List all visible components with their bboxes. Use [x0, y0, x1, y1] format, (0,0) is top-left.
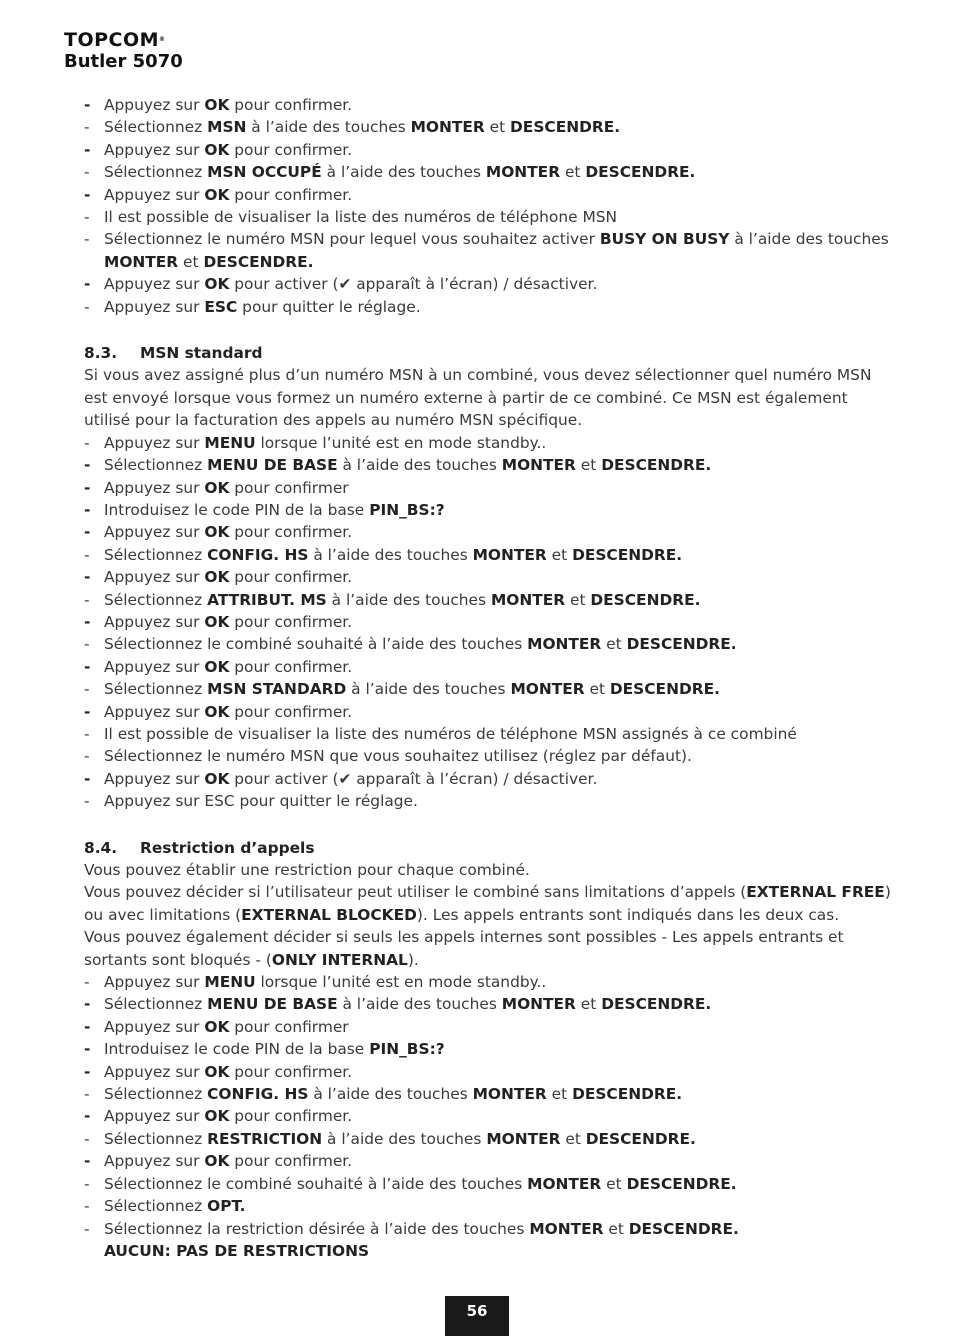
section-title: [84, 837, 894, 859]
text-run: Appuyez sur: [104, 297, 205, 316]
list-item-text: [104, 725, 797, 743]
text-run: Appuyez sur: [104, 523, 205, 542]
list-item-text: [104, 658, 352, 676]
paragraph: [84, 859, 894, 881]
bold-term: OK: [204, 185, 230, 204]
section-title: [84, 342, 894, 364]
list-bullet: -: [84, 163, 90, 182]
list-item-text: [104, 186, 352, 204]
list-bullet: -: [84, 612, 91, 631]
list-item: [84, 678, 894, 700]
text-run: Sélectionnez la restriction désirée à l’aide des touches: [104, 1219, 530, 1238]
bold-term: DESCENDRE.: [626, 635, 737, 654]
text-run: Appuyez sur: [104, 973, 205, 992]
bold-term: MENU DE BASE: [207, 456, 338, 475]
bold-term: DESCENDRE.: [601, 995, 712, 1014]
bold-term: MENU: [204, 433, 256, 452]
list-item-text: [104, 501, 445, 519]
list-item-text: [104, 434, 546, 452]
bold-term: PIN_BS:?: [369, 500, 445, 519]
text-run: Sélectionnez le combiné souhaité à l’aide des touches: [104, 1174, 528, 1193]
bold-term: OK: [204, 1017, 230, 1036]
list-item-text: [104, 546, 682, 564]
text-run: et: [584, 680, 610, 699]
text-run: ) ou avec limitations (: [84, 883, 891, 924]
list-bullet: -: [84, 702, 91, 721]
section-number: 8.3.: [84, 344, 118, 363]
list-item-text: [104, 703, 352, 721]
instruction-list-restriction: [84, 971, 894, 1262]
text-run: ).: [407, 950, 419, 969]
list-bullet: -: [84, 140, 91, 159]
list-item: [84, 432, 894, 454]
list-bullet: -: [84, 1219, 90, 1238]
list-bullet: -: [84, 1017, 91, 1036]
list-item-text: [104, 635, 737, 653]
bold-term: DESCENDRE.: [572, 1085, 683, 1104]
text-run: Sélectionnez le numéro MSN pour lequel vous souhaitez activer: [104, 230, 600, 249]
text-run: Appuyez sur: [104, 657, 205, 676]
text-run: pour confirmer.: [229, 185, 353, 204]
list-item-text: [104, 230, 889, 270]
text-run: et: [546, 545, 573, 564]
list-bullet: -: [84, 1174, 90, 1193]
text-run: et: [178, 252, 204, 271]
text-run: à l’aide des touches: [246, 118, 411, 137]
text-run: Sélectionnez: [104, 995, 208, 1014]
section-heading: Restriction d’appels: [140, 838, 315, 857]
list-item: [84, 1083, 894, 1105]
list-item-text: [104, 747, 692, 765]
bold-term: OK: [204, 657, 230, 676]
list-item-text: [104, 973, 546, 991]
text-run: à l’aide des touches: [346, 680, 511, 699]
bold-term: MONTER: [486, 1129, 561, 1148]
list-item-text: [104, 118, 620, 136]
list-item: [84, 116, 894, 138]
text-run: Vous pouvez établir une restriction pour chaque combiné.: [84, 861, 530, 879]
bold-term: BUSY ON BUSY: [599, 230, 730, 249]
text-run: à l’aide des touches: [308, 545, 473, 564]
bold-term: MONTER: [472, 1085, 547, 1104]
text-run: Appuyez sur ESC pour quitter le réglage.: [104, 792, 418, 811]
list-bullet: -: [84, 433, 90, 452]
list-bullet: -: [84, 1197, 90, 1216]
list-item: [84, 656, 894, 678]
list-bullet: -: [84, 747, 90, 766]
text-run: Appuyez sur: [104, 433, 205, 452]
list-item-text: [104, 1018, 349, 1036]
text-run: à l’aide des touches: [321, 163, 486, 182]
list-bullet: -: [84, 995, 91, 1014]
list-bullet: -: [84, 500, 91, 519]
text-run: Appuyez sur: [104, 1062, 205, 1081]
bold-term: DESCENDRE.: [585, 163, 696, 182]
list-item: [84, 723, 894, 745]
bold-term: OK: [204, 769, 230, 788]
list-item-text: [104, 770, 597, 788]
list-item: [84, 184, 894, 206]
text-run: Sélectionnez: [104, 545, 208, 564]
text-run: Sélectionnez le combiné souhaité à l’aide des touches: [104, 635, 528, 654]
bold-term: DESCENDRE.: [601, 456, 712, 475]
bold-term: MONTER: [410, 118, 485, 137]
list-item-text: [104, 613, 352, 631]
list-item-text: [104, 523, 352, 541]
bold-term: EXTERNAL BLOCKED: [241, 905, 417, 924]
text-run: Vous pouvez également décider si seuls les appels internes sont possibles - Les appels entrants et sortants sont bloqués - (: [84, 928, 844, 969]
bold-term: PIN_BS:?: [369, 1040, 445, 1059]
list-item-text: [104, 208, 617, 226]
paragraph: [84, 881, 894, 926]
text-run: et: [565, 590, 591, 609]
bold-term: MENU: [204, 973, 256, 992]
bold-term: RESTRICTION: [207, 1129, 323, 1148]
text-run: pour confirmer.: [229, 96, 353, 114]
bold-term: OK: [204, 1062, 230, 1081]
bold-term: OK: [204, 612, 230, 631]
text-run: Appuyez sur: [104, 1152, 205, 1171]
bold-term: MONTER: [501, 456, 576, 475]
text-run: Sélectionnez: [104, 118, 208, 137]
list-bullet: -: [84, 724, 90, 743]
list-item: [84, 521, 894, 543]
text-run: et: [575, 995, 602, 1014]
bold-term: MONTER: [529, 1219, 604, 1238]
bold-term: MONTER: [490, 590, 566, 609]
text-run: Appuyez sur: [104, 769, 205, 788]
list-item: [84, 477, 894, 499]
text-run: Appuyez sur: [104, 568, 205, 587]
text-run: Sélectionnez: [104, 456, 208, 475]
bold-term: MONTER: [527, 1174, 602, 1193]
list-bullet: -: [84, 1085, 90, 1104]
list-item: [84, 566, 894, 588]
text-run: à l’aide des touches: [337, 995, 502, 1014]
list-bullet: -: [84, 568, 91, 587]
list-item-text: [104, 96, 352, 114]
text-run: pour confirmer.: [229, 523, 353, 542]
list-bullet: -: [84, 1062, 91, 1081]
bold-term: DESCENDRE.: [203, 252, 314, 271]
text-run: et: [601, 1174, 627, 1193]
bold-term: OPT.: [207, 1197, 246, 1216]
bold-term: DESCENDRE.: [572, 545, 683, 564]
text-run: pour activer (✔ apparaît à l’écran) / désactiver.: [229, 275, 598, 294]
bold-term: OK: [204, 568, 230, 587]
bold-term: MSN OCCUPÉ: [207, 163, 322, 182]
list-item-text: [104, 1085, 682, 1103]
list-item: [84, 611, 894, 633]
list-bullet: -: [84, 118, 90, 137]
list-item-text: [104, 1152, 352, 1170]
bold-term: OK: [204, 1152, 230, 1171]
bold-term: ATTRIBUT. MS: [207, 590, 327, 609]
text-run: ). Les appels entrants sont indiqués dans les deux cas.: [416, 905, 840, 924]
list-bullet: -: [84, 635, 90, 654]
list-bullet: -: [84, 545, 90, 564]
text-run: à l’aide des touches: [326, 590, 491, 609]
bold-term: MONTER: [472, 545, 547, 564]
list-item: [84, 993, 894, 1015]
list-item: [84, 454, 894, 476]
list-bullet: -: [84, 973, 90, 992]
section-paragraphs: [84, 859, 894, 971]
list-bullet: -: [84, 478, 91, 497]
list-item: [84, 544, 894, 566]
list-bullet: -: [84, 523, 91, 542]
list-item: [84, 701, 894, 723]
text-run: pour quitter le réglage.: [237, 297, 421, 316]
text-run: et: [575, 456, 602, 475]
text-run: et: [560, 163, 586, 182]
text-run: Sélectionnez: [104, 1085, 208, 1104]
list-item: [84, 273, 894, 295]
text-run: Appuyez sur: [104, 185, 205, 204]
text-run: pour confirmer: [229, 1017, 349, 1036]
text-run: pour confirmer.: [229, 1062, 353, 1081]
text-run: Sélectionnez: [104, 680, 208, 699]
page-content: [84, 94, 894, 1262]
list-item-text: [104, 568, 352, 586]
section-msn-standard: [84, 342, 894, 813]
list-item: [84, 296, 894, 318]
list-item: [84, 1016, 894, 1038]
list-item-text: [104, 479, 349, 497]
list-item-text: [104, 141, 352, 159]
section-heading: MSN standard: [140, 344, 263, 363]
list-bullet: -: [84, 208, 90, 227]
bold-term: OK: [204, 275, 230, 294]
text-run: Vous pouvez décider si l’utilisateur peut utiliser le combiné sans limitations d’appels (: [84, 883, 747, 902]
bold-term: DESCENDRE.: [510, 118, 621, 137]
text-run: pour confirmer.: [229, 1107, 353, 1126]
text-run: pour activer (✔ apparaît à l’écran) / désactiver.: [229, 769, 598, 788]
list-bullet: -: [84, 1107, 91, 1126]
list-item: [84, 228, 894, 273]
list-item: [84, 1195, 894, 1217]
text-run: Sélectionnez le numéro MSN que vous souhaitez utilisez (réglez par défaut).: [104, 747, 692, 766]
list-bullet: -: [84, 96, 91, 114]
instruction-list-msn-standard: [84, 432, 894, 813]
paragraph: Si vous avez assigné plus d’un numéro MSN à un combiné, vous devez sélectionner quel numéro MSN est envoyé lorsque vous formez un numéro externe à partir de ce combiné. Ce MSN est également utilisé pour la facturation des appels au numéro MSN spécifique.: [84, 366, 872, 430]
text-run: à l’aide des touches: [308, 1085, 473, 1104]
text-run: Appuyez sur: [104, 96, 205, 114]
text-run: Appuyez sur: [104, 275, 205, 294]
bold-term: OK: [204, 96, 230, 114]
text-run: et: [546, 1085, 573, 1104]
list-item: [84, 1061, 894, 1083]
list-item: [84, 206, 894, 228]
list-bullet: -: [84, 680, 90, 699]
list-bullet: -: [84, 456, 91, 475]
topcom-logo: [64, 30, 183, 50]
text-run: pour confirmer.: [229, 1152, 353, 1171]
bold-term: MENU DE BASE: [207, 995, 338, 1014]
bold-term: ONLY INTERNAL: [271, 950, 408, 969]
list-bullet: -: [84, 1152, 91, 1171]
text-run: Il est possible de visualiser la liste des numéros de téléphone MSN assignés à ce combiné: [104, 724, 797, 743]
list-item: [84, 589, 894, 611]
list-item: [84, 139, 894, 161]
list-item: [84, 1150, 894, 1172]
bold-term: MSN: [207, 118, 247, 137]
text-run: lorsque l’unité est en mode standby..: [255, 973, 547, 992]
text-run: Appuyez sur: [104, 1107, 205, 1126]
text-run: et: [601, 635, 627, 654]
list-item: [84, 161, 894, 183]
text-run: et: [603, 1219, 629, 1238]
list-bullet: -: [84, 230, 90, 249]
bold-term: OK: [204, 702, 230, 721]
text-run: Sélectionnez: [104, 1129, 208, 1148]
text-run: à l’aide des touches: [337, 456, 502, 475]
bold-term: MONTER: [104, 252, 179, 271]
list-item-text: [104, 680, 720, 698]
bold-term: DESCENDRE.: [626, 1174, 737, 1193]
text-run: pour confirmer: [229, 478, 349, 497]
list-item: [84, 790, 894, 812]
section-call-restriction: [84, 837, 894, 1263]
bold-term: MONTER: [527, 635, 602, 654]
text-run: Il est possible de visualiser la liste des numéros de téléphone MSN: [104, 208, 618, 227]
text-run: à l’aide des touches: [322, 1129, 487, 1148]
list-item-text: [104, 1197, 246, 1215]
page-header: [64, 30, 183, 73]
list-item-text: [104, 1040, 445, 1058]
list-item-text: [104, 163, 695, 181]
text-run: Sélectionnez: [104, 163, 208, 182]
bold-term: MONTER: [510, 680, 585, 699]
list-item-text: [104, 1175, 737, 1193]
page-number: 56: [445, 1296, 509, 1336]
list-bullet: -: [84, 1129, 90, 1148]
instruction-list-msn-busy: [84, 94, 894, 318]
bold-term: OK: [204, 478, 230, 497]
list-item-text: [104, 591, 700, 609]
list-item: [84, 971, 894, 993]
text-run: Appuyez sur: [104, 702, 205, 721]
text-run: lorsque l’unité est en mode standby..: [255, 433, 547, 452]
text-run: Introduisez le code PIN de la base: [104, 1040, 370, 1059]
list-item-text: [104, 298, 421, 316]
text-run: Appuyez sur: [104, 478, 205, 497]
list-item: [84, 633, 894, 655]
list-bullet: -: [84, 1040, 91, 1059]
bold-term: OK: [204, 1107, 230, 1126]
list-item: [84, 499, 894, 521]
list-item-text: [104, 1107, 352, 1125]
text-run: à l’aide des touches: [729, 230, 889, 249]
brand-name: TOPCOM: [64, 29, 160, 51]
list-item-subline: AUCUN: PAS DE RESTRICTIONS: [104, 1241, 370, 1260]
list-item-text: [104, 1220, 739, 1238]
section-number: 8.4.: [84, 838, 118, 857]
text-run: pour confirmer.: [229, 657, 353, 676]
bold-term: MONTER: [501, 995, 576, 1014]
list-item-text: [104, 995, 711, 1013]
list-item: [84, 1218, 894, 1263]
bold-term: MONTER: [485, 163, 561, 182]
list-item: [84, 1173, 894, 1195]
list-item: [84, 94, 894, 116]
bold-term: EXTERNAL FREE: [746, 883, 885, 902]
bold-term: CONFIG. HS: [207, 545, 309, 564]
text-run: pour confirmer.: [229, 702, 353, 721]
text-run: Appuyez sur: [104, 612, 205, 631]
bold-term: DESCENDRE.: [585, 1129, 696, 1148]
text-run: et: [560, 1129, 586, 1148]
paragraph: [84, 926, 894, 971]
bold-term: CONFIG. HS: [207, 1085, 309, 1104]
list-bullet: -: [84, 769, 91, 788]
list-item-text: [104, 792, 418, 810]
bold-term: MSN STANDARD: [207, 680, 347, 699]
model-name: Butler 5070: [64, 51, 183, 72]
list-item: [84, 768, 894, 790]
bold-term: DESCENDRE.: [609, 680, 720, 699]
list-bullet: -: [84, 590, 90, 609]
list-item-text: [104, 275, 597, 293]
bold-term: ESC: [204, 297, 238, 316]
list-item-text: [104, 1063, 352, 1081]
text-run: Introduisez le code PIN de la base: [104, 500, 370, 519]
text-run: Appuyez sur: [104, 1017, 205, 1036]
list-item-text: [104, 1130, 696, 1148]
list-bullet: -: [84, 792, 90, 811]
registered-mark: ®: [159, 36, 166, 43]
list-item: [84, 1105, 894, 1127]
text-run: Sélectionnez: [104, 1197, 208, 1216]
list-bullet: -: [84, 185, 91, 204]
list-item: [84, 1038, 894, 1060]
list-bullet: -: [84, 275, 91, 294]
list-item: [84, 1128, 894, 1150]
text-run: Appuyez sur: [104, 140, 205, 159]
bold-term: DESCENDRE.: [590, 590, 701, 609]
bold-term: OK: [204, 523, 230, 542]
text-run: pour confirmer.: [229, 568, 353, 587]
bold-term: DESCENDRE.: [628, 1219, 739, 1238]
list-bullet: -: [84, 657, 91, 676]
text-run: et: [484, 118, 511, 137]
text-run: pour confirmer.: [229, 140, 353, 159]
text-run: Sélectionnez: [104, 590, 208, 609]
text-run: pour confirmer.: [229, 612, 353, 631]
list-item: [84, 745, 894, 767]
list-bullet: -: [84, 297, 90, 316]
list-item-text: [104, 456, 711, 474]
bold-term: OK: [204, 140, 230, 159]
